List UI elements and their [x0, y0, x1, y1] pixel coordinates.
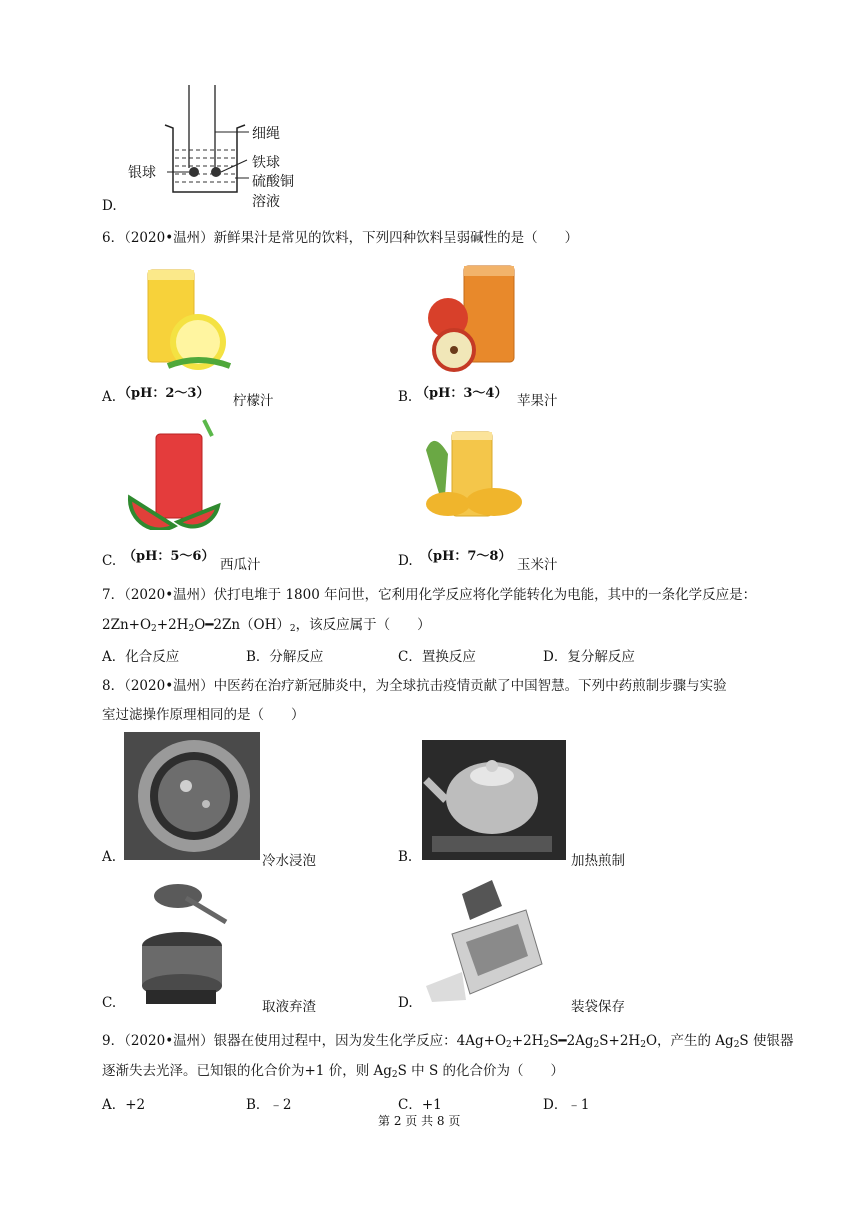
q7-option-a: A．化合反应: [102, 649, 180, 665]
q6-option-b-name: 苹果汁: [517, 393, 558, 409]
q9-stem-line-2: 逐渐失去光泽。已知银的化合价为+1 价，则 $Ag_2S$ 中 S 的化合价为（ ）: [102, 1063, 564, 1080]
q7-option-d: D．复分解反应: [543, 649, 635, 665]
q6-option-d-letter: D.: [398, 553, 413, 569]
q9-option-a: A．+2: [102, 1097, 146, 1113]
q6-option-c-ph: （pH：5～6）: [123, 549, 215, 564]
lemon-juice-image: [138, 262, 238, 374]
diagram-label-string: 细绳: [252, 126, 280, 142]
q7-option-c: C．置换反应: [398, 649, 476, 665]
q8-option-c-letter: C.: [102, 995, 117, 1011]
q7-equation: $2Zn+O_2+2H_2O━2Zn(OH)_2$，该反应属于（ ）: [102, 617, 431, 634]
q6-option-c-name: 西瓜汁: [220, 557, 261, 573]
apple-juice-image: [420, 262, 520, 374]
q9-stem-line-1: 9．（2020•温州）银器在使用过程中，因为发生化学反应：$4Ag+O_2+2H_2S━2Ag_2S+2H_2O$，产生的 $Ag_2S$ 使银器: [102, 1033, 794, 1050]
q8-stem-line-2: 室过滤操作原理相同的是（ ）: [102, 707, 305, 723]
q7-stem: 7．（2020•温州）伏打电堆于 1800 年问世，它利用化学反应将化学能转化为电能，其中的一条化学反应是：: [102, 587, 757, 603]
q8-option-d-letter: D.: [398, 995, 413, 1011]
q6-option-b-letter: B.: [398, 389, 413, 405]
diagram-label-iron-ball: 铁球: [252, 155, 280, 171]
q9-option-d: D．﹣1: [543, 1097, 590, 1113]
watermelon-juice-image: [126, 418, 226, 530]
q8-option-a-letter: A.: [102, 849, 117, 865]
q6-option-a-name: 柠檬汁: [233, 393, 274, 409]
page-footer: 第 2 页 共 8 页: [378, 1114, 461, 1128]
heating-photo: [422, 740, 566, 860]
bagging-photo: [422, 876, 556, 1006]
q6-option-b-ph: （pH：3～4）: [416, 386, 508, 401]
q5-option-d-letter: D.: [102, 198, 117, 214]
q8-option-b-letter: B.: [398, 849, 413, 865]
diagram-label-silver-ball: 银球: [128, 165, 156, 181]
diagram-label-solution-2: 溶液: [252, 194, 280, 210]
q6-option-a-letter: A.: [102, 389, 117, 405]
q6-option-d-name: 玉米汁: [517, 557, 558, 573]
filtering-photo: [126, 878, 248, 1006]
q6-stem: 6．（2020•温州）新鲜果汁是常见的饮料，下列四种饮料呈弱碱性的是（ ）: [102, 230, 579, 246]
q8-option-a-name: 冷水浸泡: [262, 853, 316, 869]
q9-option-b: B．﹣2: [246, 1097, 292, 1113]
q8-option-b-name: 加热煎制: [571, 853, 625, 869]
q6-option-d-ph: （pH：7～8）: [420, 549, 512, 564]
q8-option-c-name: 取液弃渣: [262, 999, 316, 1015]
corn-juice-image: [424, 430, 524, 530]
q8-option-d-name: 装袋保存: [571, 999, 625, 1015]
q6-option-a-ph: （pH：2～3）: [118, 386, 210, 401]
q7-option-b: B．分解反应: [246, 649, 324, 665]
diagram-label-solution-1: 硫酸铜: [252, 174, 294, 190]
q8-stem-line-1: 8．（2020•温州）中医药在治疗新冠肺炎中，为全球抗击疫情贡献了中国智慧。下列中药煎制步骤与实验: [102, 678, 727, 694]
q6-option-c-letter: C.: [102, 553, 117, 569]
q9-option-c: C．+1: [398, 1097, 442, 1113]
soaking-photo: [124, 732, 260, 860]
